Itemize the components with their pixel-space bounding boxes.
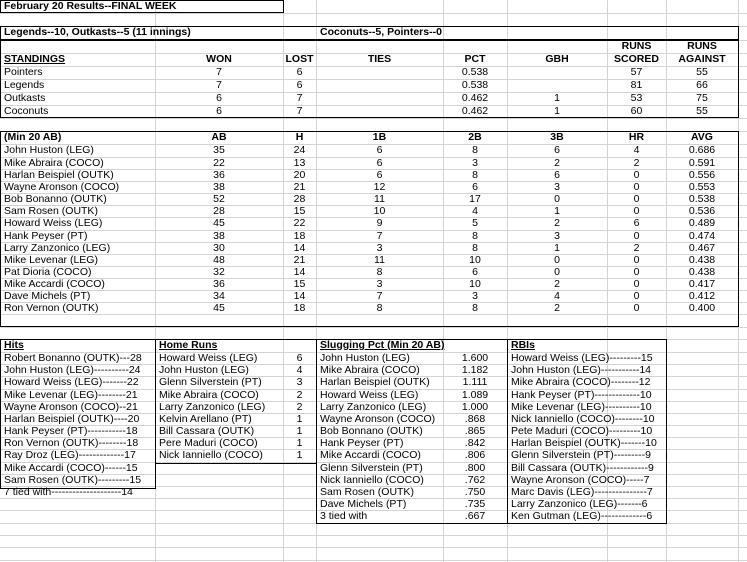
batting-avg: 0.591 — [688, 157, 716, 169]
batting-h: 21 — [293, 181, 306, 193]
slugging-leader-name: Mike Abraira (COCO) — [320, 364, 420, 376]
slugging-leader-name: Nick Ianniello (COCO) — [320, 474, 424, 486]
batting-player-name: Mike Levenar (LEG) — [4, 254, 98, 266]
slugging-leader-name: Glenn Silverstein (PT) — [320, 462, 423, 474]
batting-heading: (Min 20 AB) — [4, 131, 62, 143]
batting-1b: 6 — [376, 144, 383, 156]
hits-leader: Ray Droz (LEG)-------------17 — [4, 449, 136, 461]
batting-avg: 0.556 — [688, 169, 716, 181]
hits-leader: Wayne Aronson (COCO)--21 — [4, 401, 138, 413]
header-pct: PCT — [464, 53, 486, 65]
home-runs-leader-value: 3 — [296, 376, 303, 388]
standings-lost: 7 — [296, 105, 303, 117]
batting-avg: 0.536 — [688, 205, 716, 217]
standings-runs-scored: 81 — [630, 79, 643, 91]
batting-h: 21 — [293, 254, 306, 266]
home-runs-leader-value: 4 — [296, 364, 303, 376]
batting-player-name: Dave Michels (PT) — [4, 290, 91, 302]
slugging-leader-value: .762 — [464, 474, 486, 486]
standings-lost: 7 — [296, 92, 303, 104]
batting-hr: 6 — [633, 217, 640, 229]
batting-h: 18 — [293, 302, 306, 314]
row-gridline — [0, 327, 747, 328]
home-runs-leader-name: John Huston (LEG) — [159, 364, 249, 376]
batting-3b: 2 — [554, 278, 560, 290]
batting-1b: 6 — [376, 169, 383, 181]
batting-2b: 10 — [469, 278, 481, 290]
rbis-leader: Nick Ianniello (COCO)--------10 — [511, 413, 655, 425]
batting-hr: 0 — [633, 205, 640, 217]
batting-hr: 0 — [633, 302, 640, 314]
home-runs-heading: Home Runs — [159, 339, 218, 351]
batting-player-name: John Huston (LEG) — [4, 144, 94, 156]
header-h: H — [295, 131, 304, 143]
slugging-leader-name: Wayne Aronson (COCO) — [320, 413, 436, 425]
standings-ties — [316, 66, 443, 79]
batting-2b: 6 — [472, 266, 478, 278]
batting-h: 13 — [293, 157, 306, 169]
batting-avg: 0.489 — [688, 217, 716, 229]
rbis-heading: RBIs — [511, 339, 535, 351]
hits-leader: Howard Weiss (LEG)-------22 — [4, 376, 139, 388]
batting-avg: 0.417 — [688, 278, 716, 290]
hits-leader: Hank Peyser (PT)-----------18 — [4, 425, 138, 437]
slugging-heading: Slugging Pct (Min 20 AB) — [320, 339, 445, 351]
batting-player-name: Howard Weiss (LEG) — [4, 217, 103, 229]
batting-h: 22 — [293, 217, 306, 229]
slugging-leader-name: Dave Michels (PT) — [320, 498, 407, 510]
batting-3b: 0 — [554, 254, 560, 266]
rbis-leader: Mike Abraira (COCO)--------12 — [511, 376, 651, 388]
rbis-leader: Marc Davis (LEG)---------------7 — [511, 486, 653, 498]
standings-pct: 0.462 — [461, 92, 489, 104]
batting-hr: 0 — [633, 181, 640, 193]
batting-player-name: Harlan Beispiel (OUTK) — [4, 169, 114, 181]
batting-2b: 3 — [472, 157, 478, 169]
batting-avg: 0.467 — [688, 242, 716, 254]
slugging-leader-name: 3 tied with — [320, 510, 368, 522]
home-runs-leader-name: Larry Zanzonico (LEG) — [159, 401, 266, 413]
batting-h: 15 — [293, 278, 306, 290]
batting-3b: 2 — [554, 217, 560, 229]
standings-runs-against: 66 — [696, 79, 708, 91]
header-runs-against: RUNS — [687, 40, 717, 52]
slugging-leader-value: .868 — [464, 413, 486, 425]
batting-2b: 8 — [472, 242, 478, 254]
batting-2b: 3 — [472, 290, 478, 302]
slugging-leader-name: Howard Weiss (LEG) — [320, 389, 419, 401]
batting-hr: 0 — [633, 290, 640, 302]
batting-2b: 8 — [472, 230, 478, 242]
standings-runs-scored: 60 — [630, 105, 643, 117]
rbis-leader: Bill Cassara (OUTK)------------9 — [511, 462, 654, 474]
standings-pct: 0.462 — [461, 105, 489, 117]
slugging-leader-value: 1.182 — [461, 364, 489, 376]
batting-1b: 7 — [376, 290, 383, 302]
hits-leader: Robert Bonanno (OUTK)---28 — [4, 352, 142, 364]
slugging-leader-value: .806 — [464, 449, 486, 461]
standings-heading: STANDINGS — [4, 53, 66, 65]
batting-ab: 30 — [213, 242, 225, 254]
batting-avg: 0.553 — [688, 181, 716, 193]
column-gridline — [738, 0, 739, 562]
batting-hr: 0 — [633, 266, 640, 278]
batting-3b: 4 — [554, 290, 560, 302]
rbis-leader: Glenn Silverstein (PT)---------9 — [511, 449, 652, 461]
header-2b: 2B — [468, 131, 482, 143]
slugging-leader-value: 1.600 — [461, 352, 489, 364]
batting-h: 15 — [293, 205, 306, 217]
slugging-leader-name: Sam Rosen (OUTK) — [320, 486, 414, 498]
batting-player-name: Larry Zanzonico (LEG) — [4, 242, 111, 254]
standings-won: 7 — [216, 66, 222, 78]
hits-leader: Mike Levenar (LEG)--------21 — [4, 389, 138, 401]
batting-hr: 4 — [633, 144, 640, 156]
header-runs-against: AGAINST — [678, 53, 726, 65]
standings-team-name: Pointers — [4, 66, 43, 78]
batting-2b: 10 — [469, 254, 481, 266]
batting-ab: 34 — [213, 290, 225, 302]
batting-1b: 11 — [374, 193, 385, 205]
standings-won: 6 — [216, 92, 222, 104]
batting-1b: 10 — [373, 205, 386, 217]
hits-leader: Harlan Beispiel (OUTK)----20 — [4, 413, 140, 425]
slugging-leader-name: Hank Peyser (PT) — [320, 437, 404, 449]
standings-team-name: Outkasts — [4, 92, 46, 104]
standings-runs-against: 55 — [696, 105, 708, 117]
batting-hr: 0 — [633, 230, 640, 242]
standings-ties — [316, 105, 443, 118]
batting-ab: 48 — [213, 254, 225, 266]
batting-avg: 0.686 — [688, 144, 716, 156]
batting-1b: 11 — [374, 254, 385, 266]
standings-gbh — [507, 79, 607, 92]
batting-2b: 6 — [472, 181, 478, 193]
header-runs-scored: SCORED — [614, 53, 659, 65]
header-ties: TIES — [367, 53, 392, 65]
batting-h: 14 — [293, 290, 306, 302]
batting-3b: 0 — [554, 193, 560, 205]
home-runs-leader-name: Glenn Silverstein (PT) — [159, 376, 262, 388]
slugging-leader-value: .842 — [464, 437, 486, 449]
batting-2b: 17 — [469, 193, 481, 205]
batting-player-name: Ron Vernon (OUTK) — [4, 302, 99, 314]
batting-ab: 36 — [213, 169, 225, 181]
hits-heading: Hits — [4, 339, 24, 351]
batting-ab: 45 — [213, 217, 225, 229]
batting-player-name: Pat Dioria (COCO) — [4, 266, 92, 278]
home-runs-leader-value: 6 — [296, 352, 303, 364]
header-3b: 3B — [550, 131, 564, 143]
game-result-1: Legends--10, Outkasts--5 (11 innings) — [4, 26, 191, 38]
standings-gbh — [507, 66, 607, 79]
rbis-leader: Mike Levenar (LEG)----------10 — [511, 401, 652, 413]
batting-avg: 0.412 — [688, 290, 716, 302]
standings-runs-against: 75 — [696, 92, 708, 104]
standings-won: 6 — [216, 105, 222, 117]
batting-hr: 2 — [633, 242, 640, 254]
batting-hr: 0 — [633, 254, 640, 266]
slugging-leader-name: Mike Accardi (COCO) — [320, 449, 421, 461]
batting-ab: 36 — [213, 278, 225, 290]
batting-2b: 5 — [472, 217, 478, 229]
batting-player-name: Hank Peyser (PT) — [4, 230, 88, 242]
row-gridline — [0, 535, 747, 536]
batting-3b: 6 — [554, 169, 560, 181]
rbis-leader: John Huston (LEG)-----------14 — [511, 364, 652, 376]
batting-2b: 8 — [472, 169, 478, 181]
standings-team-name: Legends — [4, 79, 45, 91]
home-runs-leader-name: Howard Weiss (LEG) — [159, 352, 258, 364]
batting-ab: 52 — [213, 193, 225, 205]
batting-1b: 12 — [373, 181, 386, 193]
batting-1b: 8 — [376, 266, 383, 278]
hits-leader: Mike Accardi (COCO)------15 — [4, 462, 138, 474]
standings-won: 7 — [216, 79, 222, 91]
rbis-leader: Wayne Aronson (COCO)-----7 — [511, 474, 650, 486]
batting-avg: 0.438 — [688, 266, 716, 278]
header-hr: HR — [628, 131, 645, 143]
row-gridline — [0, 13, 747, 14]
home-runs-leader-value: 1 — [296, 449, 303, 461]
batting-ab: 38 — [213, 181, 225, 193]
batting-player-name: Bob Bonanno (OUTK) — [4, 193, 107, 205]
standings-lost: 6 — [296, 79, 303, 91]
batting-3b: 1 — [554, 205, 560, 217]
batting-hr: 0 — [633, 278, 640, 290]
standings-gbh: 1 — [554, 105, 560, 117]
home-runs-leader-value: 2 — [296, 389, 303, 401]
slugging-leader-value: .667 — [464, 510, 486, 522]
batting-3b: 3 — [554, 230, 560, 242]
batting-ab: 28 — [213, 205, 225, 217]
header-avg: AVG — [691, 131, 713, 143]
rbis-leader: Howard Weiss (LEG)---------15 — [511, 352, 653, 364]
batting-2b: 8 — [472, 144, 478, 156]
batting-3b: 6 — [554, 144, 560, 156]
standings-pct: 0.538 — [461, 66, 489, 78]
batting-1b: 6 — [376, 157, 383, 169]
batting-1b: 7 — [376, 230, 383, 242]
slugging-leader-name: Bob Bonnano (OUTK) — [320, 425, 423, 437]
slugging-leader-value: .750 — [464, 486, 486, 498]
batting-player-name: Sam Rosen (OUTK) — [4, 205, 98, 217]
batting-3b: 2 — [554, 157, 560, 169]
home-runs-leader-value: 1 — [296, 425, 303, 437]
batting-hr: 0 — [633, 193, 640, 205]
batting-ab: 22 — [213, 157, 225, 169]
batting-1b: 3 — [376, 242, 383, 254]
rbis-leader: Larry Zanzonico (LEG)-------6 — [511, 498, 648, 510]
rbis-leader: Pete Maduri (COCO)---------10 — [511, 425, 653, 437]
header-gbh: GBH — [545, 53, 569, 65]
batting-ab: 35 — [213, 144, 225, 156]
home-runs-leader-name: Bill Cassara (OUTK) — [159, 425, 255, 437]
rbis-leader: Ken Gutman (LEG)-------------6 — [511, 510, 653, 522]
slugging-leader-value: 1.111 — [462, 376, 488, 388]
slugging-leader-value: .800 — [464, 462, 486, 474]
header-runs-scored: RUNS — [621, 40, 652, 52]
slugging-leader-value: .735 — [464, 498, 486, 510]
row-gridline — [0, 118, 747, 119]
standings-gbh: 1 — [554, 92, 560, 104]
row-gridline — [0, 560, 747, 561]
header-won: WON — [206, 53, 232, 65]
row-gridline — [0, 523, 747, 524]
standings-runs-against: 55 — [696, 66, 708, 78]
hits-leader: Ron Vernon (OUTK)--------18 — [4, 437, 139, 449]
slugging-leader-value: 1.089 — [461, 389, 489, 401]
batting-player-name: Mike Abraira (COCO) — [4, 157, 104, 169]
standings-pct: 0.538 — [461, 79, 489, 91]
rbis-leader: Harlan Beispiel (OUTK)-------10 — [511, 437, 657, 449]
standings-team-name: Coconuts — [4, 105, 49, 117]
batting-h: 24 — [293, 144, 306, 156]
batting-3b: 3 — [554, 181, 560, 193]
home-runs-leader-value: 1 — [296, 437, 303, 449]
results-divider — [0, 39, 739, 41]
batting-hr: 0 — [633, 169, 640, 181]
batting-2b: 8 — [472, 302, 478, 314]
game-result-2: Coconuts--5, Pointers--0 — [320, 26, 442, 38]
home-runs-leader-name: Mike Abraira (COCO) — [159, 389, 259, 401]
batting-avg: 0.438 — [688, 254, 716, 266]
hits-leader: 7 tied with--------------------14 — [4, 486, 133, 498]
batting-ab: 38 — [213, 230, 225, 242]
batting-ab: 32 — [213, 266, 225, 278]
batting-h: 20 — [293, 169, 306, 181]
row-gridline — [0, 547, 747, 548]
home-runs-leader-value: 1 — [296, 413, 303, 425]
slugging-leader-name: John Huston (LEG) — [320, 352, 410, 364]
batting-hr: 2 — [633, 157, 640, 169]
batting-h: 28 — [293, 193, 306, 205]
home-runs-leader-name: Kelvin Arellano (PT) — [159, 413, 252, 425]
batting-player-name: Mike Accardi (COCO) — [4, 278, 105, 290]
home-runs-leader-value: 2 — [296, 401, 303, 413]
standings-runs-scored: 57 — [630, 66, 643, 78]
standings-runs-scored: 53 — [630, 92, 643, 104]
batting-avg: 0.538 — [688, 193, 716, 205]
header-1b: 1B — [372, 131, 387, 143]
batting-3b: 1 — [554, 242, 560, 254]
batting-ab: 45 — [213, 302, 225, 314]
header-ab: AB — [211, 131, 227, 143]
home-runs-leader-name: Pere Maduri (COCO) — [159, 437, 258, 449]
hits-leader: Sam Rosen (OUTK)---------15 — [4, 474, 142, 486]
header-lost: LOST — [285, 53, 314, 65]
slugging-leader-name: Larry Zanzonico (LEG) — [320, 401, 427, 413]
standings-ties — [316, 92, 443, 105]
hits-leader: John Huston (LEG)----------24 — [4, 364, 141, 376]
batting-2b: 4 — [472, 205, 478, 217]
standings-lost: 6 — [296, 66, 303, 78]
batting-avg: 0.400 — [688, 302, 716, 314]
slugging-leader-value: 1.000 — [461, 401, 489, 413]
batting-h: 14 — [293, 266, 306, 278]
home-runs-leader-name: Nick Ianniello (COCO) — [159, 449, 263, 461]
sheet-title: February 20 Results--FINAL WEEK — [4, 0, 177, 12]
batting-player-name: Wayne Aronson (COCO) — [4, 181, 120, 193]
batting-1b: 3 — [376, 278, 383, 290]
batting-1b: 9 — [376, 217, 383, 229]
batting-avg: 0.474 — [688, 230, 716, 242]
rbis-leader: Hank Peyser (PT)-------------10 — [511, 389, 652, 401]
slugging-leader-name: Harlan Beispiel (OUTK) — [320, 376, 430, 388]
batting-1b: 8 — [376, 302, 383, 314]
standings-ties — [316, 79, 443, 92]
slugging-leader-value: .865 — [464, 425, 486, 437]
batting-h: 18 — [293, 230, 306, 242]
batting-h: 14 — [293, 242, 306, 254]
batting-3b: 0 — [554, 266, 560, 278]
batting-3b: 2 — [554, 302, 560, 314]
